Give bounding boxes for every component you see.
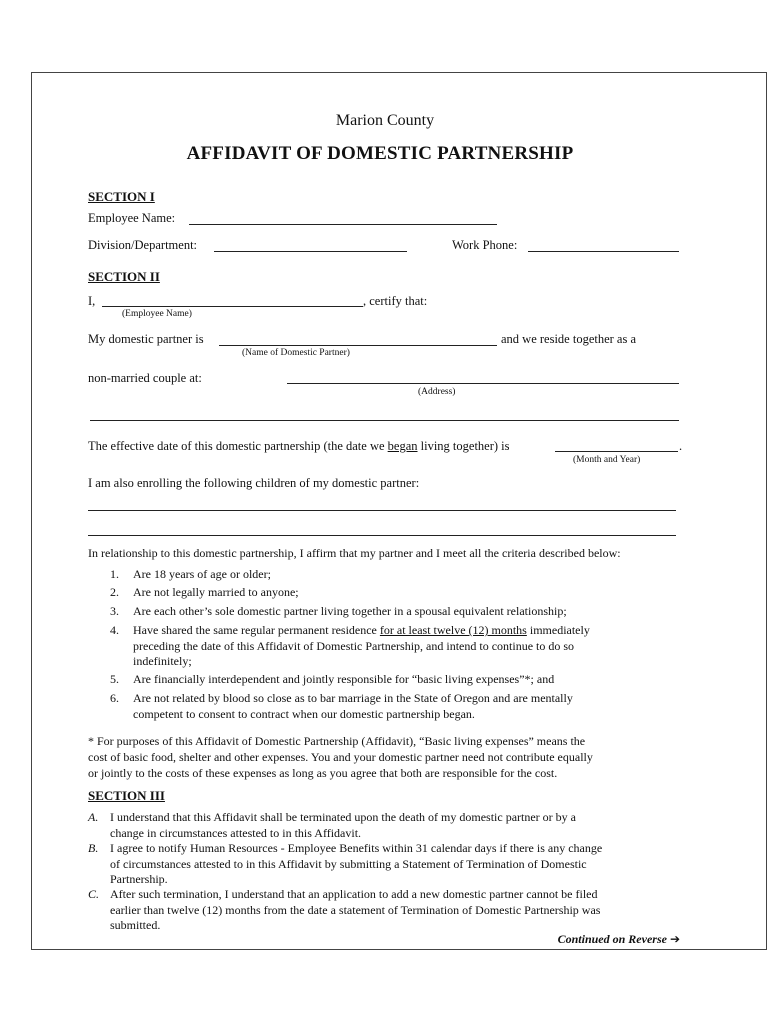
criteria-number: 4. bbox=[110, 623, 119, 637]
criteria-intro: In relationship to this domestic partnership, I affirm that my partner and I meet all the criteria described below: bbox=[88, 546, 621, 560]
certifier-name-field[interactable] bbox=[102, 306, 363, 307]
effective-date-period: . bbox=[679, 439, 683, 453]
reside-text: and we reside together as a bbox=[501, 332, 637, 346]
partner-name-field[interactable] bbox=[219, 345, 497, 346]
form-title: AFFIDAVIT OF DOMESTIC PARTNERSHIP bbox=[186, 143, 574, 164]
address-caption: (Address) bbox=[418, 387, 456, 397]
division-label: Division/Department: bbox=[88, 238, 198, 252]
criteria-number: 5. bbox=[110, 672, 119, 686]
division-field[interactable] bbox=[214, 251, 407, 252]
arrow-right-icon: ➔ bbox=[669, 932, 680, 946]
section-1-heading: SECTION I bbox=[88, 189, 155, 204]
partner-name-caption: (Name of Domestic Partner) bbox=[242, 348, 350, 358]
county-name: Marion County bbox=[335, 112, 435, 129]
certify-text: , certify that: bbox=[363, 294, 428, 308]
nonmarried-label: non-married couple at: bbox=[88, 371, 202, 385]
children-label: I am also enrolling the following children of my domestic partner: bbox=[88, 476, 420, 490]
effective-date-field[interactable] bbox=[555, 451, 678, 452]
footnote: * For purposes of this Affidavit of Domestic Partnership (Affidavit), “Basic living expenses” means the cost of basic food, shelter and other expenses. You and your domestic partner need not contribute equally or jointly to the costs of these expenses as long as you agree that both are responsible for the cost. bbox=[88, 734, 593, 780]
criteria-number: 6. bbox=[110, 691, 119, 705]
section-2-heading: SECTION II bbox=[88, 269, 160, 284]
work-phone-field[interactable] bbox=[528, 251, 679, 252]
employee-name-label: Employee Name: bbox=[88, 211, 176, 225]
effective-date-text: The effective date of this domestic partnership (the date we began living together) is bbox=[88, 439, 510, 453]
i-label: I, bbox=[88, 294, 96, 308]
children-field-1[interactable] bbox=[88, 510, 676, 511]
criteria-number: 2. bbox=[110, 585, 119, 599]
employee-name-caption: (Employee Name) bbox=[122, 309, 192, 319]
criteria-number: 1. bbox=[110, 567, 119, 581]
section-3-heading: SECTION III bbox=[88, 788, 165, 803]
criteria-number: 3. bbox=[110, 604, 119, 618]
employee-name-field[interactable] bbox=[189, 224, 497, 225]
partner-label: My domestic partner is bbox=[88, 332, 204, 346]
month-year-caption: (Month and Year) bbox=[573, 455, 641, 465]
address-field-2[interactable] bbox=[90, 420, 679, 421]
continued-on-reverse: Continued on Reverse ➔ bbox=[557, 932, 680, 946]
work-phone-label: Work Phone: bbox=[452, 238, 518, 252]
address-field-1[interactable] bbox=[287, 383, 679, 384]
children-field-2[interactable] bbox=[88, 535, 676, 536]
